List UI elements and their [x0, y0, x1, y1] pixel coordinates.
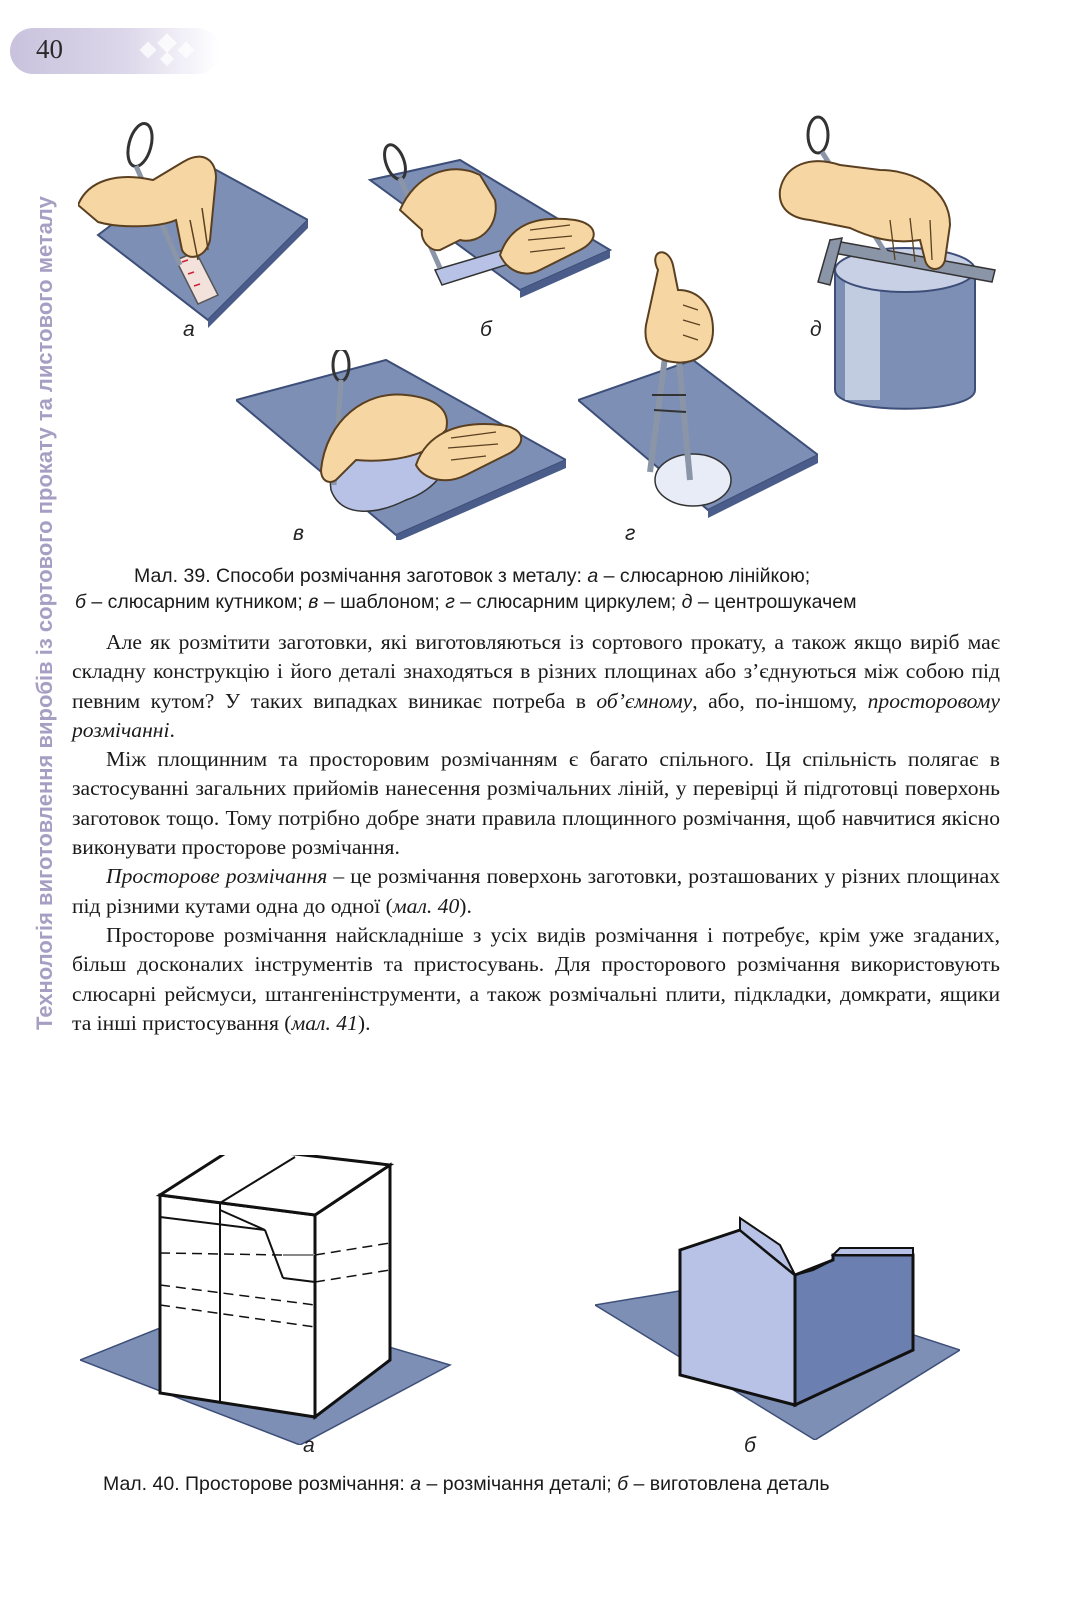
paragraph-4 — [72, 921, 1000, 1038]
paragraph-3-end: ). — [459, 893, 472, 918]
caption-39-text-a: – слюсарною лінійкою; — [598, 565, 811, 587]
figure-39-label-g: г — [625, 522, 636, 545]
caption-39-prefix: Мал. 39. Способи розмічання заготовок з металу: — [134, 565, 582, 587]
caption-39-letter-b: б — [75, 591, 86, 613]
figure-40a-marked-block — [80, 1155, 480, 1445]
figure-40-label-a: а — [303, 1434, 315, 1457]
paragraph-3-mid: – це розмічання поверхонь заготовки, розташованих у різних площинах під різними кутами одна до одної ( — [72, 864, 1001, 918]
page-number: 40 — [36, 34, 63, 64]
figure-41-reference: мал. 41 — [291, 1010, 358, 1035]
figure-40-label-b: б — [744, 1434, 756, 1457]
term-volumetric: об’ємному — [596, 688, 693, 713]
figure-39g-compass-marking — [578, 250, 818, 540]
caption-40-letter-b: б — [617, 1473, 629, 1495]
paragraph-3 — [72, 862, 1000, 921]
paragraph-2: Між площинним та просторовим розмічанням є багато спільного. Ця спільність полягає в застосуванні загальних прийомів нанесення розмічальних ліній, у перевірці й підготовці поверхонь заготовок тощо. Тому потрібно добре знати правила площинного розмічання, щоб навчитися якісно виконувати просторове розмічання. — [72, 747, 1000, 860]
term-definition: Просторове розмічання — [106, 864, 328, 889]
caption-39-text-g: – слюсарним циркулем; — [454, 591, 677, 613]
figure-39-caption-line2 — [75, 591, 856, 614]
side-chapter-title: Технологія виготовлення виробів із сортового прокату та листового металу — [32, 196, 57, 1030]
caption-40-letter-a: а — [410, 1473, 422, 1495]
figure-40b-finished-part — [595, 1210, 960, 1440]
paragraph-4-end: ). — [357, 1010, 371, 1035]
caption-40-text-b: – виготовлена деталь — [628, 1473, 830, 1495]
figure-40-caption — [103, 1473, 830, 1496]
figure-39a-ruler-marking — [78, 100, 308, 330]
caption-39-text-b: – слюсарним кутником; — [85, 591, 303, 613]
figure-39-label-v: в — [293, 522, 304, 545]
figure-39-label-d: д — [810, 318, 822, 341]
figure-39-caption-line1 — [134, 565, 810, 588]
caption-39-letter-g: г — [445, 591, 455, 613]
figure-39v-template-marking — [236, 350, 566, 540]
main-text — [72, 628, 1000, 1038]
paragraph-1-end: . — [169, 717, 175, 742]
caption-39-letter-d: д — [681, 591, 693, 613]
header-ornament-icon — [130, 28, 230, 74]
figure-39-label-b: б — [480, 318, 492, 341]
paragraph-1-mid: , або, по-іншому, — [692, 688, 868, 713]
caption-39-letter-v: в — [308, 591, 319, 613]
caption-40-prefix: Мал. 40. Просторове розмічання: — [103, 1473, 405, 1495]
caption-39-letter-a: а — [587, 565, 599, 587]
paragraph-4-start: Просторове розмічання найскладніше з усіх видів розмічання і потребує, крім уже згаданих, більш досконалих інструментів та пристосувань. Для просторового розмічання використовують слюсарні рейсмуси, штангенінструменти, а також розмічальні плити, підкладки, домкрати, ящики та інші пристосування ( — [72, 922, 1000, 1035]
caption-40-text-a: – розмічання деталі; — [421, 1473, 612, 1495]
figure-40-reference: мал. 40 — [392, 893, 460, 918]
paragraph-1-start: Але як розмітити заготовки, які виготовляються із сортового прокату, а також якщо виріб має складну конструкцію і його деталі знаходяться в різних площинах або з’єднуються між собою під певним кутом? У таких випадках виникає потреба в — [72, 630, 1000, 713]
term-spatial-marking: просторовому розмічанні — [72, 688, 1000, 742]
caption-39-text-d: – центрошукачем — [692, 591, 857, 613]
caption-39-text-v: – шаблоном; — [318, 591, 440, 613]
figure-39-label-a: а — [183, 318, 195, 341]
paragraph-1 — [72, 628, 1000, 745]
